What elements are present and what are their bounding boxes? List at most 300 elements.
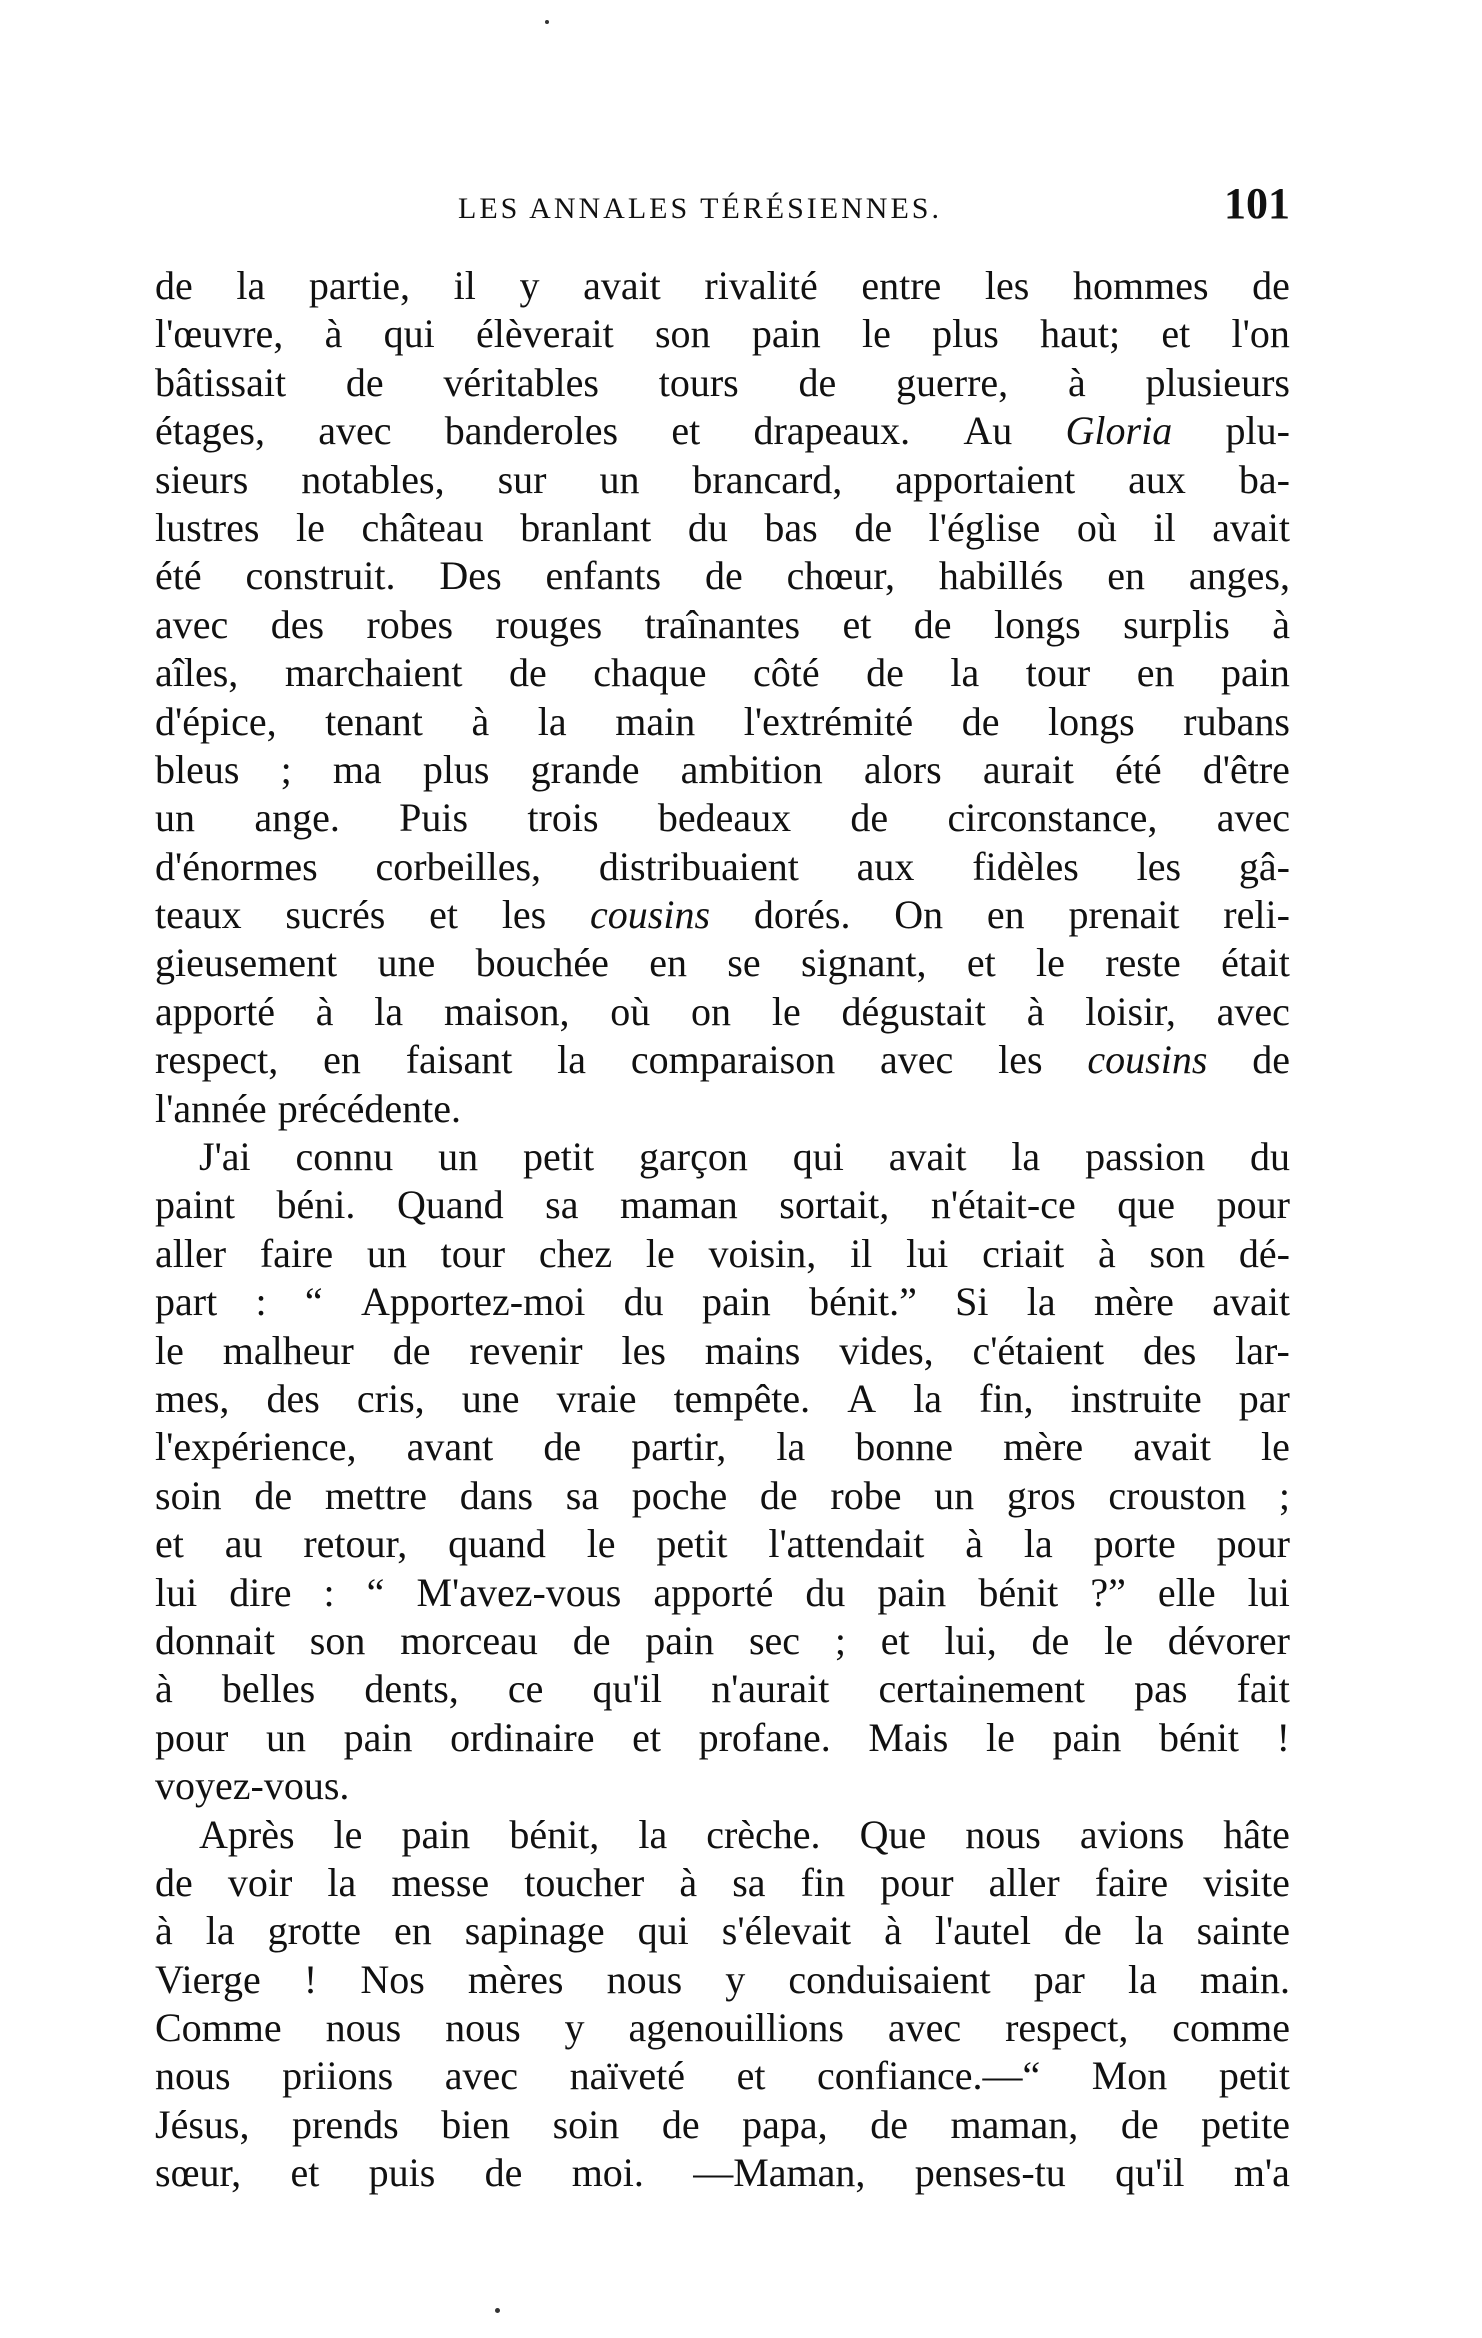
word: il <box>453 263 476 308</box>
word: Mais <box>868 1714 949 1760</box>
word: Nos <box>360 1956 425 2002</box>
word: faire <box>259 1230 334 1276</box>
word: voisin, <box>708 1230 817 1276</box>
word: aurait <box>982 746 1074 792</box>
word: partir, <box>631 1424 727 1470</box>
word: aller <box>988 1859 1060 1905</box>
word: les <box>998 1037 1043 1083</box>
word: paint <box>155 1182 235 1228</box>
word: A <box>847 1375 877 1421</box>
word: une <box>377 940 436 986</box>
word: en <box>1107 553 1145 599</box>
word: ?” <box>1090 1569 1126 1615</box>
word: fin, <box>979 1375 1034 1421</box>
word: de <box>661 2101 700 2147</box>
word: un <box>438 1134 479 1180</box>
word: il <box>1153 504 1176 550</box>
word: Mon <box>1091 2053 1168 2099</box>
word: puis <box>368 2150 436 2196</box>
text-line <box>155 359 1290 407</box>
word: l'on <box>1231 311 1290 357</box>
word: nous <box>445 2005 521 2051</box>
word: dorés. <box>753 892 851 938</box>
word: revenir <box>469 1327 583 1373</box>
word: partie, <box>308 263 410 308</box>
word: trois <box>527 795 599 841</box>
word: On <box>894 892 944 938</box>
word: criait <box>982 1230 1065 1276</box>
word: de <box>1120 2101 1159 2147</box>
word: J'ai <box>199 1134 251 1180</box>
text-line <box>155 1327 1290 1375</box>
word: teaux <box>155 892 242 938</box>
word: la <box>205 1908 235 1954</box>
word: apportaient <box>895 456 1076 502</box>
word: du <box>805 1569 846 1615</box>
word: à <box>155 1666 173 1712</box>
text-line <box>155 1278 1290 1326</box>
word: pas <box>1134 1666 1188 1712</box>
word: vraie <box>556 1375 637 1421</box>
word: en <box>323 1037 361 1083</box>
word: château <box>361 504 484 550</box>
word: petit <box>656 1521 728 1567</box>
word: le <box>645 1230 675 1276</box>
word: confiance.—“ <box>817 2053 1041 2099</box>
word: avec <box>444 2053 519 2099</box>
word: quand <box>448 1521 546 1567</box>
word: Vierge <box>155 1956 261 2002</box>
word: ! <box>1276 1714 1290 1760</box>
word: : <box>323 1569 335 1615</box>
word: voyez-vous. <box>155 1763 350 1809</box>
word: signant, <box>800 940 927 986</box>
word: n'aurait <box>711 1666 830 1712</box>
word: “ <box>366 1569 385 1615</box>
word: pain <box>401 1811 471 1857</box>
word: le <box>296 504 325 550</box>
word: chez <box>538 1230 613 1276</box>
text-line <box>155 1811 1290 1859</box>
word: l'autel <box>934 1908 1031 1954</box>
word: dire <box>229 1569 292 1615</box>
word: toucher <box>524 1859 645 1905</box>
word: l'église <box>928 504 1041 550</box>
word: du <box>1249 1134 1290 1180</box>
word: de <box>704 553 743 599</box>
text-line <box>155 746 1290 794</box>
word: grotte <box>267 1908 361 1954</box>
word: la <box>1023 1521 1053 1567</box>
word: loisir, <box>1085 988 1176 1034</box>
word: avait <box>1212 1279 1290 1325</box>
word: porte <box>1093 1521 1176 1567</box>
text-line <box>155 1423 1290 1471</box>
text-line <box>155 456 1290 504</box>
word: profane. <box>698 1714 831 1760</box>
word: c'étaient <box>972 1327 1105 1373</box>
word: avec <box>1216 795 1290 841</box>
word: fait <box>1236 1666 1290 1712</box>
word: le <box>862 311 891 357</box>
word: et <box>966 940 996 986</box>
word: agenouillions <box>628 2005 844 2051</box>
word: Si <box>955 1279 989 1325</box>
text-line <box>155 1085 1290 1133</box>
word: par <box>1033 1956 1085 2002</box>
word: la <box>1134 1908 1164 1954</box>
word: haut; <box>1040 311 1121 357</box>
word: gros <box>1006 1472 1076 1518</box>
word: l'extrémité <box>743 698 914 744</box>
word: drapeaux. <box>753 408 911 454</box>
word: cousins <box>590 892 711 938</box>
word: longs <box>993 601 1081 647</box>
word: de <box>254 1472 293 1518</box>
word: avec <box>880 1037 954 1083</box>
word: ; <box>280 746 292 792</box>
text-line <box>155 407 1290 455</box>
word: part <box>155 1279 218 1325</box>
word: y <box>519 263 540 308</box>
word: tours <box>658 359 739 405</box>
word: poche <box>631 1472 728 1518</box>
word: pain <box>645 1617 715 1663</box>
text-line <box>155 262 1290 310</box>
word: la <box>1011 1134 1041 1180</box>
word: donnait <box>155 1617 275 1663</box>
word: les <box>1136 843 1182 889</box>
word: un <box>366 1230 407 1276</box>
word: à <box>324 311 343 357</box>
word: penses-tu <box>914 2150 1066 2196</box>
word: chaque <box>593 650 707 696</box>
word: de <box>543 1424 582 1470</box>
text-line <box>155 843 1290 891</box>
word: banderoles <box>444 408 619 454</box>
word: à <box>1026 988 1045 1034</box>
word: plus <box>932 311 999 357</box>
word: sapinage <box>464 1908 605 1954</box>
word: à <box>315 988 334 1034</box>
word: pain <box>751 311 821 357</box>
word: petite <box>1201 2101 1290 2147</box>
word: les <box>984 263 1030 308</box>
text-line <box>155 1665 1290 1713</box>
word: : <box>255 1279 267 1325</box>
word: en <box>1136 650 1175 696</box>
word: que <box>1117 1182 1176 1228</box>
word: tour <box>1025 650 1091 696</box>
word: bedeaux <box>657 795 792 841</box>
word: de <box>509 650 547 696</box>
word: son <box>309 1617 366 1663</box>
word: petit <box>1218 2053 1290 2099</box>
word: l'attendait <box>768 1521 925 1567</box>
word: elle <box>1157 1569 1216 1615</box>
word: des <box>266 1375 320 1421</box>
word: petit <box>523 1134 595 1180</box>
word: avions <box>1079 1811 1185 1857</box>
word: naïveté <box>569 2053 686 2099</box>
word: à <box>679 1859 698 1905</box>
word: à <box>1067 359 1086 405</box>
word: bénit.” <box>809 1279 917 1325</box>
word: qui <box>637 1908 689 1954</box>
word: rubans <box>1183 698 1290 744</box>
word: de <box>155 263 193 308</box>
word: sucrés <box>285 892 386 938</box>
word: un <box>155 795 195 841</box>
word: les <box>621 1327 666 1373</box>
word: de <box>392 1327 431 1373</box>
text-line <box>155 1617 1290 1665</box>
word: son <box>1149 1230 1206 1276</box>
word: guerre, <box>896 359 1009 405</box>
word: où <box>1076 504 1117 550</box>
word: dans <box>459 1472 534 1518</box>
word: véritables <box>443 359 599 405</box>
word: retour, <box>303 1521 408 1567</box>
text-line <box>155 1375 1290 1423</box>
word: maison, <box>443 988 570 1034</box>
word: avec <box>887 2005 962 2051</box>
running-head: LES ANNALES TÉRÉSIENNES. <box>458 192 942 225</box>
text-line <box>155 794 1290 842</box>
word: reste <box>1105 940 1181 986</box>
word: d'épice, <box>155 698 277 744</box>
word: bien <box>441 2101 511 2147</box>
word: prends <box>292 2101 399 2147</box>
word: ; <box>1278 1472 1290 1518</box>
word: ordinaire <box>450 1714 595 1760</box>
word: avait <box>1212 504 1290 550</box>
word: faire <box>1094 1859 1169 1905</box>
page-number: 101 <box>1224 179 1290 228</box>
word: et <box>429 892 459 938</box>
word: distribuaient <box>598 843 799 889</box>
word: ; <box>834 1617 846 1663</box>
word: mère <box>1093 1279 1174 1325</box>
word: bonne <box>855 1424 954 1470</box>
text-line <box>155 649 1290 697</box>
text-line <box>155 601 1290 649</box>
word: robes <box>366 601 454 647</box>
word: de <box>1064 1908 1102 1954</box>
word: ange. <box>254 795 340 841</box>
word: lui <box>155 1569 198 1615</box>
text-line <box>155 939 1290 987</box>
word: les <box>501 892 547 938</box>
word: de <box>1031 1617 1070 1663</box>
word: traînantes <box>644 601 801 647</box>
word: plusieurs <box>1145 359 1290 405</box>
word: la <box>638 1811 668 1857</box>
text-line <box>155 552 1290 600</box>
word: le <box>771 988 801 1034</box>
word: habillés <box>938 553 1064 599</box>
word: le <box>1261 1424 1290 1470</box>
text-line <box>155 504 1290 552</box>
word: l'œuvre, <box>155 311 284 357</box>
word: nous <box>965 1811 1041 1857</box>
word: aller <box>155 1230 227 1276</box>
word: y <box>725 1956 746 2002</box>
word: crouston <box>1108 1472 1247 1518</box>
word: de <box>572 1617 611 1663</box>
word: son <box>654 311 711 357</box>
word: dé- <box>1238 1230 1290 1276</box>
word: notables, <box>301 456 445 502</box>
word: sortait, <box>779 1182 890 1228</box>
word: y <box>564 2005 585 2051</box>
word: sec <box>748 1617 801 1663</box>
word: Quand <box>396 1182 504 1228</box>
text-line <box>155 310 1290 358</box>
word: et <box>155 1521 184 1567</box>
word: sainte <box>1196 1908 1290 1954</box>
word: du <box>687 504 728 550</box>
word: pain <box>1052 1714 1122 1760</box>
word: surplis <box>1123 601 1230 647</box>
text-line <box>155 1714 1290 1762</box>
word: à <box>884 1908 902 1954</box>
word: priions <box>282 2053 394 2099</box>
word: rouges <box>495 601 603 647</box>
text-line <box>155 988 1290 1036</box>
word: messe <box>391 1859 490 1905</box>
word: maman, <box>950 2101 1079 2147</box>
word: se <box>727 940 761 986</box>
word: Jésus, <box>155 2101 250 2147</box>
word: aîles, <box>155 650 239 696</box>
word: s'élevait <box>721 1908 852 1954</box>
word: entre <box>861 263 942 308</box>
text-line <box>155 2004 1290 2052</box>
word: lar- <box>1235 1327 1290 1373</box>
word: de <box>484 2150 523 2196</box>
text-line <box>155 2101 1290 2149</box>
word: sur <box>497 456 547 502</box>
word: avec <box>155 601 229 647</box>
word: plus <box>422 746 490 792</box>
word: belles <box>221 1666 316 1712</box>
word: Que <box>859 1811 927 1857</box>
word: d'être <box>1202 746 1290 792</box>
word: une <box>461 1375 520 1421</box>
word: fidèles <box>972 843 1079 889</box>
word: m'a <box>1233 2150 1290 2196</box>
word: à <box>471 698 490 744</box>
word: pain <box>343 1714 413 1760</box>
word: rivalité <box>704 263 818 308</box>
word: où <box>610 988 651 1034</box>
word: morceau <box>400 1617 538 1663</box>
word: en <box>986 892 1025 938</box>
word: le <box>985 1714 1015 1760</box>
word: sœur, <box>155 2150 242 2196</box>
word: cris, <box>356 1375 425 1421</box>
word: sa <box>732 1859 766 1905</box>
word: et <box>671 408 701 454</box>
word: n'était-ce <box>930 1182 1076 1228</box>
text-line <box>155 1859 1290 1907</box>
text-line <box>155 1762 1290 1810</box>
word: malheur <box>222 1327 354 1373</box>
word: ! <box>303 1956 318 2002</box>
word: sa <box>545 1182 579 1228</box>
word: robe <box>830 1472 902 1518</box>
word: voir <box>227 1859 293 1905</box>
word: enfants <box>545 553 662 599</box>
word: en <box>393 1908 432 1954</box>
word: la <box>327 1859 357 1905</box>
text-line <box>155 1569 1290 1617</box>
word: le <box>1104 1617 1133 1663</box>
word: qui <box>792 1134 844 1180</box>
word: hommes <box>1072 263 1209 308</box>
word: des <box>270 601 325 647</box>
word: circonstance, <box>947 795 1158 841</box>
text-line <box>155 1133 1290 1181</box>
text-line <box>155 1230 1290 1278</box>
word: respect, <box>1005 2005 1129 2051</box>
word: crèche. <box>706 1811 821 1857</box>
word: pour <box>1216 1182 1290 1228</box>
word: bénit <box>1158 1714 1239 1760</box>
word: bénit <box>978 1569 1059 1615</box>
word: aux <box>856 843 915 889</box>
word: de <box>1252 263 1290 308</box>
word: d'énormes <box>155 843 318 889</box>
word: de <box>1252 1037 1290 1083</box>
word: et <box>290 2150 320 2196</box>
print-speck <box>495 2308 500 2313</box>
word: de <box>854 504 893 550</box>
word: —Maman, <box>693 2150 866 2196</box>
word: chœur, <box>786 553 895 599</box>
word: comparaison <box>630 1037 836 1083</box>
word: sieurs <box>155 456 249 502</box>
word: Au <box>963 408 1013 454</box>
word: marchaient <box>284 650 463 696</box>
word: apporté <box>653 1569 774 1615</box>
word: qu'il <box>592 1666 662 1712</box>
word: visite <box>1203 1859 1290 1905</box>
word: et <box>736 2053 766 2099</box>
text-line <box>155 1907 1290 1955</box>
word: main <box>615 698 696 744</box>
word: qui <box>383 311 435 357</box>
word: été <box>1115 746 1162 792</box>
word: conduisaient <box>788 1956 991 2002</box>
word: la <box>1026 1279 1056 1325</box>
word: mettre <box>324 1472 427 1518</box>
word: lui <box>1247 1569 1290 1615</box>
word: mère <box>1003 1424 1084 1470</box>
word: branlant <box>520 504 652 550</box>
word: nous <box>606 1956 683 2002</box>
word: dents, <box>364 1666 459 1712</box>
text-line <box>155 1956 1290 2004</box>
word: avec <box>1216 988 1290 1034</box>
word: instruite <box>1070 1375 1202 1421</box>
text-line <box>155 1036 1290 1084</box>
word: connu <box>295 1134 394 1180</box>
word: dégustait <box>841 988 986 1034</box>
word: il <box>850 1230 873 1276</box>
word: pour <box>880 1859 954 1905</box>
